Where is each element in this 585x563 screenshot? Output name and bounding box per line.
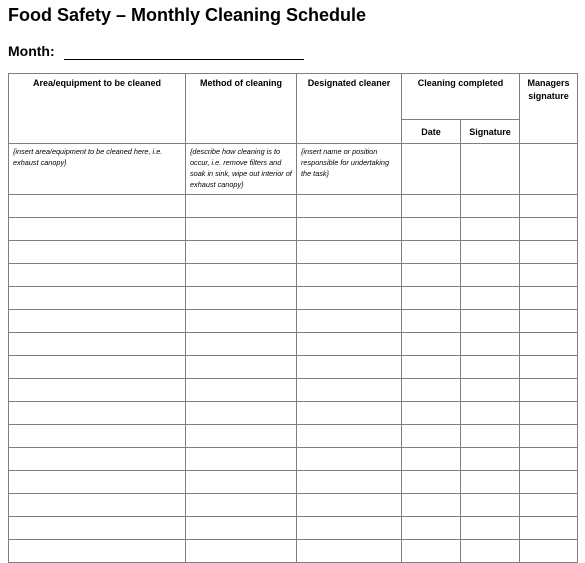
method-cell[interactable] bbox=[186, 333, 297, 356]
managers-cell[interactable] bbox=[520, 195, 578, 218]
area-cell[interactable] bbox=[9, 379, 186, 402]
managers-cell[interactable] bbox=[520, 333, 578, 356]
example-row bbox=[9, 144, 578, 195]
method-cell[interactable] bbox=[186, 287, 297, 310]
managers-cell[interactable] bbox=[520, 540, 578, 563]
header-cleaner: Designated cleaner bbox=[297, 74, 402, 144]
managers-cell[interactable] bbox=[520, 310, 578, 333]
cleaner-cell[interactable] bbox=[297, 287, 402, 310]
managers-cell[interactable] bbox=[520, 241, 578, 264]
method-cell[interactable] bbox=[186, 402, 297, 425]
method-cell[interactable] bbox=[186, 448, 297, 471]
example-cleaner[interactable]: {insert name or position responsible for undertaking the task} bbox=[297, 144, 402, 195]
method-cell[interactable] bbox=[186, 494, 297, 517]
area-cell[interactable] bbox=[9, 241, 186, 264]
date-cell[interactable] bbox=[402, 402, 461, 425]
signature-cell[interactable] bbox=[461, 402, 520, 425]
method-cell[interactable] bbox=[186, 264, 297, 287]
cleaner-cell[interactable] bbox=[297, 448, 402, 471]
cleaning-schedule-table bbox=[8, 73, 578, 563]
area-cell[interactable] bbox=[9, 448, 186, 471]
table-row bbox=[9, 218, 578, 241]
area-cell[interactable] bbox=[9, 517, 186, 540]
cleaner-cell[interactable] bbox=[297, 264, 402, 287]
header-signature: Signature bbox=[461, 120, 520, 144]
managers-cell[interactable] bbox=[520, 448, 578, 471]
managers-cell[interactable] bbox=[520, 402, 578, 425]
method-cell[interactable] bbox=[186, 471, 297, 494]
cleaner-cell[interactable] bbox=[297, 517, 402, 540]
signature-cell[interactable] bbox=[461, 218, 520, 241]
example-managers-cell[interactable] bbox=[520, 144, 578, 195]
area-cell[interactable] bbox=[9, 287, 186, 310]
method-cell[interactable] bbox=[186, 540, 297, 563]
managers-cell[interactable] bbox=[520, 264, 578, 287]
area-cell[interactable] bbox=[9, 264, 186, 287]
date-cell[interactable] bbox=[402, 517, 461, 540]
signature-cell[interactable] bbox=[461, 241, 520, 264]
area-cell[interactable] bbox=[9, 195, 186, 218]
date-cell[interactable] bbox=[402, 264, 461, 287]
cleaner-cell[interactable] bbox=[297, 471, 402, 494]
cleaner-cell[interactable] bbox=[297, 356, 402, 379]
date-cell[interactable] bbox=[402, 494, 461, 517]
area-cell[interactable] bbox=[9, 494, 186, 517]
method-cell[interactable] bbox=[186, 310, 297, 333]
managers-cell[interactable] bbox=[520, 287, 578, 310]
method-cell[interactable] bbox=[186, 356, 297, 379]
date-cell[interactable] bbox=[402, 333, 461, 356]
table-row bbox=[9, 471, 578, 494]
table-row bbox=[9, 241, 578, 264]
signature-cell[interactable] bbox=[461, 540, 520, 563]
area-cell[interactable] bbox=[9, 310, 186, 333]
signature-cell[interactable] bbox=[461, 471, 520, 494]
date-cell[interactable] bbox=[402, 218, 461, 241]
table-row bbox=[9, 540, 578, 563]
cleaner-cell[interactable] bbox=[297, 494, 402, 517]
date-cell[interactable] bbox=[402, 379, 461, 402]
method-cell[interactable] bbox=[186, 425, 297, 448]
table-row bbox=[9, 195, 578, 218]
header-date: Date bbox=[402, 120, 461, 144]
cleaner-cell[interactable] bbox=[297, 540, 402, 563]
date-cell[interactable] bbox=[402, 540, 461, 563]
method-cell[interactable] bbox=[186, 517, 297, 540]
signature-cell[interactable] bbox=[461, 517, 520, 540]
table-row bbox=[9, 379, 578, 402]
area-cell[interactable] bbox=[9, 425, 186, 448]
signature-cell[interactable] bbox=[461, 356, 520, 379]
table-row bbox=[9, 333, 578, 356]
date-cell[interactable] bbox=[402, 310, 461, 333]
signature-cell[interactable] bbox=[461, 264, 520, 287]
signature-cell[interactable] bbox=[461, 494, 520, 517]
method-cell[interactable] bbox=[186, 241, 297, 264]
managers-cell[interactable] bbox=[520, 517, 578, 540]
date-cell[interactable] bbox=[402, 471, 461, 494]
signature-cell[interactable] bbox=[461, 448, 520, 471]
managers-cell[interactable] bbox=[520, 471, 578, 494]
date-cell[interactable] bbox=[402, 356, 461, 379]
date-cell[interactable] bbox=[402, 287, 461, 310]
date-cell[interactable] bbox=[402, 425, 461, 448]
header-area: Area/equipment to be cleaned bbox=[9, 74, 186, 144]
area-cell[interactable] bbox=[9, 356, 186, 379]
area-cell[interactable] bbox=[9, 218, 186, 241]
example-method[interactable]: {describe how cleaning is to occur, i.e. remove filters and soak in sink, wipe out interior of exhaust canopy} bbox=[186, 144, 297, 195]
area-cell[interactable] bbox=[9, 471, 186, 494]
table-row bbox=[9, 287, 578, 310]
signature-cell[interactable] bbox=[461, 310, 520, 333]
table-row bbox=[9, 310, 578, 333]
managers-cell[interactable] bbox=[520, 379, 578, 402]
signature-cell[interactable] bbox=[461, 333, 520, 356]
example-date-cell[interactable] bbox=[402, 144, 461, 195]
table-row bbox=[9, 425, 578, 448]
signature-cell[interactable] bbox=[461, 425, 520, 448]
table-row bbox=[9, 494, 578, 517]
table-row bbox=[9, 448, 578, 471]
signature-cell[interactable] bbox=[461, 287, 520, 310]
date-cell[interactable] bbox=[402, 448, 461, 471]
month-input-line[interactable] bbox=[64, 59, 304, 60]
area-cell[interactable] bbox=[9, 333, 186, 356]
header-completed: Cleaning completed bbox=[402, 74, 520, 120]
header-row bbox=[9, 74, 578, 120]
area-cell[interactable] bbox=[9, 540, 186, 563]
area-cell[interactable] bbox=[9, 402, 186, 425]
month-label: Month: bbox=[8, 43, 55, 59]
example-area[interactable]: {insert area/equipment to be cleaned here, i.e. exhaust canopy} bbox=[9, 144, 186, 195]
signature-cell[interactable] bbox=[461, 195, 520, 218]
header-method: Method of cleaning bbox=[186, 74, 297, 144]
managers-cell[interactable] bbox=[520, 356, 578, 379]
managers-cell[interactable] bbox=[520, 425, 578, 448]
managers-cell[interactable] bbox=[520, 494, 578, 517]
date-cell[interactable] bbox=[402, 241, 461, 264]
method-cell[interactable] bbox=[186, 379, 297, 402]
table-row bbox=[9, 264, 578, 287]
cleaner-cell[interactable] bbox=[297, 218, 402, 241]
header-managers: Managers signature bbox=[520, 74, 578, 144]
method-cell[interactable] bbox=[186, 195, 297, 218]
example-signature-cell[interactable] bbox=[461, 144, 520, 195]
cleaner-cell[interactable] bbox=[297, 402, 402, 425]
method-cell[interactable] bbox=[186, 218, 297, 241]
table-row bbox=[9, 356, 578, 379]
date-cell[interactable] bbox=[402, 195, 461, 218]
table-row bbox=[9, 517, 578, 540]
cleaner-cell[interactable] bbox=[297, 241, 402, 264]
cleaner-cell[interactable] bbox=[297, 333, 402, 356]
cleaner-cell[interactable] bbox=[297, 310, 402, 333]
cleaner-cell[interactable] bbox=[297, 379, 402, 402]
cleaner-cell[interactable] bbox=[297, 425, 402, 448]
page-title: Food Safety – Monthly Cleaning Schedule bbox=[8, 5, 367, 25]
signature-cell[interactable] bbox=[461, 379, 520, 402]
table-row bbox=[9, 402, 578, 425]
cleaner-cell[interactable] bbox=[297, 195, 402, 218]
managers-cell[interactable] bbox=[520, 218, 578, 241]
